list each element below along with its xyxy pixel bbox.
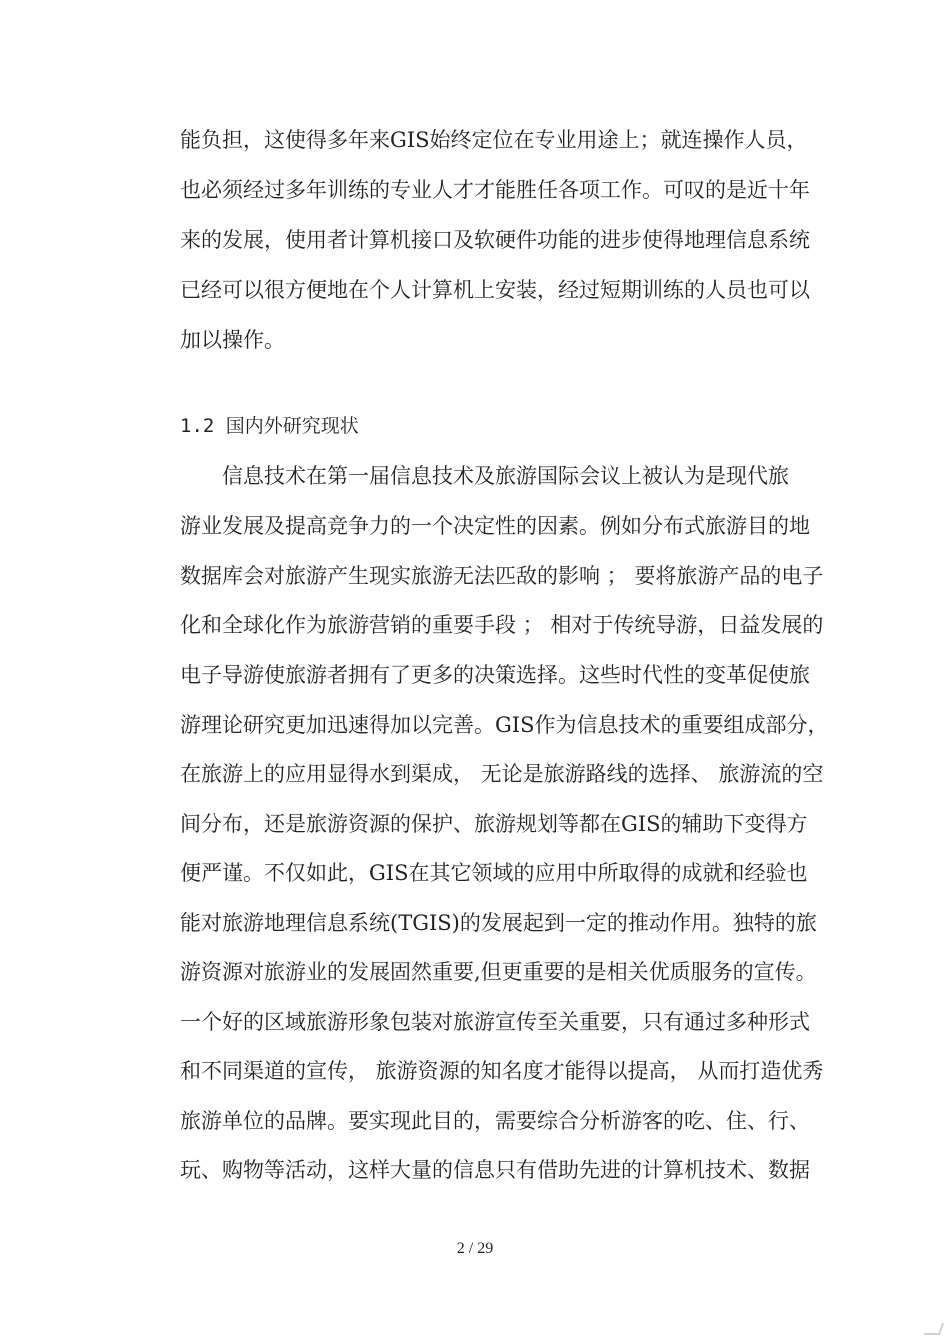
paragraph-line: 和不同渠道的宣传， 旅游资源的知名度才能得以提高， 从而打造优秀 <box>180 1059 824 1083</box>
paragraph-line: 数据库会对旅游产生现实旅游无法匹敌的影响 ； 要将旅游产品的电子 <box>180 564 824 588</box>
paragraph-line: 在旅游上的应用显得水到渠成， 无论是旅游路线的选择、 旅游流的空 <box>180 762 824 786</box>
paragraph-line: 间分布，还是旅游资源的保护、旅游规划等都在GIS的辅助下变得方 <box>180 812 808 836</box>
paragraph-line: 游理论研究更加迅速得加以完善。GIS作为信息技术的重要组成部分， <box>180 713 829 737</box>
paragraph-line: 游业发展及提高竞争力的一个决定性的因素。例如分布式旅游目的地 <box>180 514 810 538</box>
corner-mark-icon <box>924 1323 944 1335</box>
paragraph-line: 玩、购物等活动，这样大量的信息只有借助先进的计算机技术、数据 <box>180 1158 810 1182</box>
paragraph-line: 便严谨。不仅如此，GIS在其它领域的应用中所取得的成就和经验也 <box>180 861 808 885</box>
paragraph-line: 旅游单位的品牌。要实现此目的，需要综合分析游客的吃、住、行、 <box>180 1109 810 1133</box>
paragraph-line: 能对旅游地理信息系统(TGIS)的发展起到一定的推动作用。独特的旅 <box>180 911 817 935</box>
paragraph-line: 电子导游使旅游者拥有了更多的决策选择。这些时代性的变革促使旅 <box>180 663 810 687</box>
paragraph-line: 已经可以很方便地在个人计算机上安装，经过短期训练的人员也可以 <box>180 278 810 302</box>
page-number: 2 / 29 <box>456 1240 494 1257</box>
paragraph-line: 能负担，这使得多年来GIS始终定位在专业用途上；就连操作人员， <box>180 128 808 152</box>
paragraph-line: 信息技术在第一届信息技术及旅游国际会议上被认为是现代旅 <box>222 464 789 488</box>
paragraph-line: 来的发展，使用者计算机接口及软硬件功能的进步使得地理信息系统 <box>180 228 810 252</box>
section-heading: 1.2 国内外研究现状 <box>180 415 359 437</box>
paragraph-line: 游资源对旅游业的发展固然重要,但更重要的是相关优质服务的宣传。 <box>180 960 817 984</box>
paragraph-line: 化和全球化作为旅游营销的重要手段 ； 相对于传统导游，日益发展的 <box>180 613 824 637</box>
paragraph-line: 加以操作。 <box>180 328 285 352</box>
paragraph-line: 也必须经过多年训练的专业人才才能胜任各项工作。可叹的是近十年 <box>180 178 810 202</box>
paragraph-line: 一个好的区域旅游形象包装对旅游宣传至关重要，只有通过多种形式 <box>180 1010 810 1034</box>
